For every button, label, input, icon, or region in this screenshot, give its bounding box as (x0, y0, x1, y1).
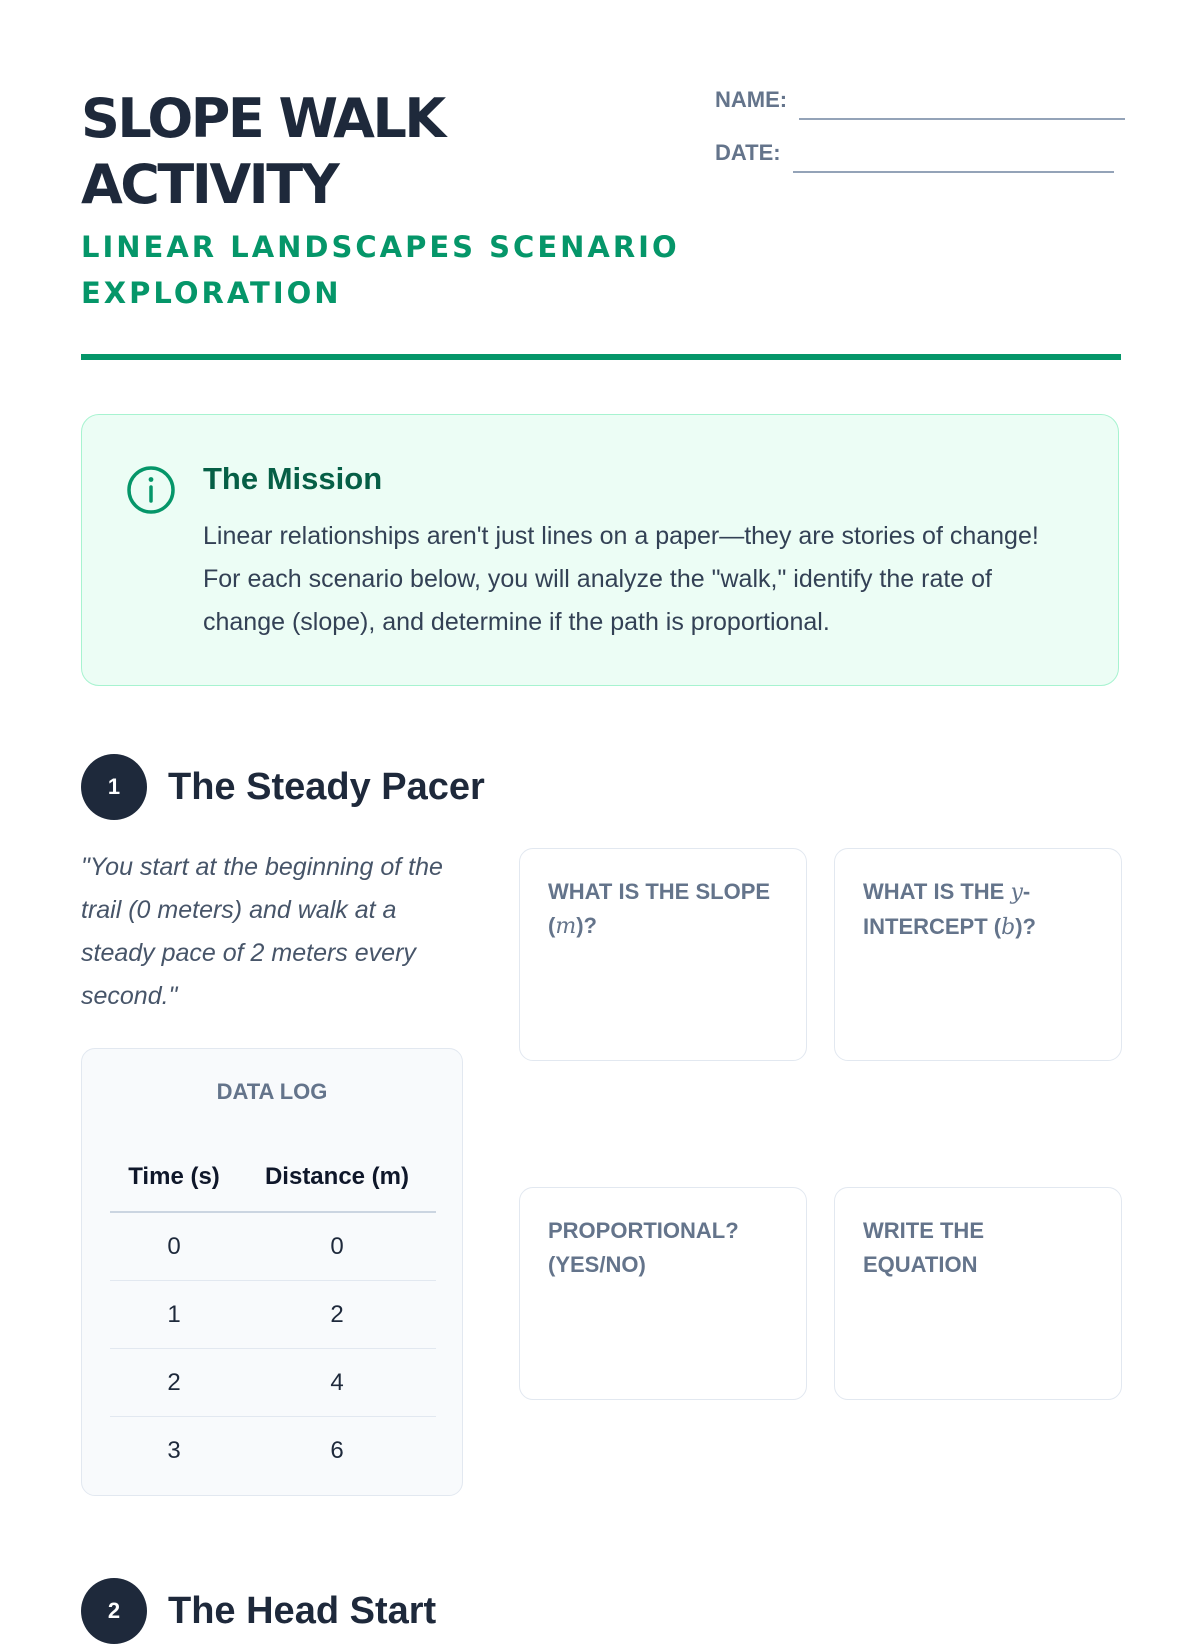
y-variable: y (1010, 880, 1023, 905)
worksheet-header (81, 80, 1121, 360)
equation-answer-box[interactable] (834, 1187, 1122, 1400)
time-cell: 3 (167, 1436, 181, 1464)
mission-title: The Mission (203, 461, 383, 496)
distance-cell: 4 (238, 1349, 436, 1417)
name-field (715, 80, 1125, 120)
time-cell: 2 (110, 1349, 238, 1417)
intercept-answer-box[interactable] (834, 848, 1122, 1061)
table-row (110, 1281, 436, 1349)
distance-cell: 2 (238, 1281, 436, 1349)
section-2-number-badge: 2 (81, 1578, 147, 1644)
table-row (110, 1212, 436, 1281)
time-cell: 1 (110, 1281, 238, 1349)
mission-box (81, 414, 1119, 686)
b-variable: b (1001, 915, 1016, 940)
slope-question-text: WHAT IS THE SLOPE ( (548, 879, 771, 938)
page-subtitle: LINEAR LANDSCAPES SCENARIO EXPLORATION (81, 230, 680, 310)
intercept-question-label (863, 875, 1103, 945)
data-log-card (81, 1048, 463, 1496)
data-log-table (110, 1143, 436, 1484)
section-2-title: The Head Start (168, 1590, 437, 1632)
column-header-time: Time (s) (110, 1143, 238, 1212)
info-circle-icon (126, 465, 176, 515)
slope-question-end: )? (576, 913, 597, 938)
slope-variable: m (555, 914, 577, 939)
section-number-badge: 1 (81, 754, 147, 820)
table-header-row (110, 1143, 436, 1212)
mission-text: Linear relationships aren't just lines on a paper—they are stories of change! For each scenario below, you will analyze the "walk," identify the rate of change (slope), and determine if the path is proportional. (203, 522, 1039, 636)
scenario-quote: "You start at the beginning of the trail (0 meters) and walk at a steady pace of 2 meters every second." (81, 853, 443, 1010)
date-label: DATE: (715, 140, 781, 165)
proportional-question-label: PROPORTIONAL? (YES/NO) (548, 1218, 739, 1277)
intercept-question-end: )? (1015, 914, 1036, 939)
intercept-question-text: WHAT IS THE (863, 879, 1011, 904)
column-header-distance: Distance (m) (238, 1143, 436, 1212)
data-log-title: DATA LOG (216, 1079, 328, 1104)
date-field (715, 133, 1114, 173)
worksheet-page (81, 0, 1121, 1632)
table-row (110, 1349, 436, 1417)
section-1-header (81, 754, 485, 820)
slope-answer-box[interactable] (519, 848, 807, 1061)
distance-cell: 6 (330, 1436, 344, 1464)
table-row (110, 1417, 436, 1485)
equation-question-label: WRITE THE EQUATION (863, 1218, 984, 1277)
name-input-line[interactable] (799, 88, 1125, 120)
slope-question-label (548, 875, 788, 944)
section-title: The Steady Pacer (168, 765, 485, 808)
name-label: NAME: (715, 87, 788, 112)
intercept-question-mid: -INTERCEPT ( (863, 879, 1031, 939)
distance-cell: 0 (238, 1212, 436, 1281)
proportional-answer-box[interactable] (519, 1187, 807, 1400)
page-title: SLOPE WALK ACTIVITY (81, 87, 444, 216)
time-cell: 0 (110, 1212, 238, 1281)
header-divider (81, 354, 1121, 360)
date-input-line[interactable] (793, 141, 1114, 173)
